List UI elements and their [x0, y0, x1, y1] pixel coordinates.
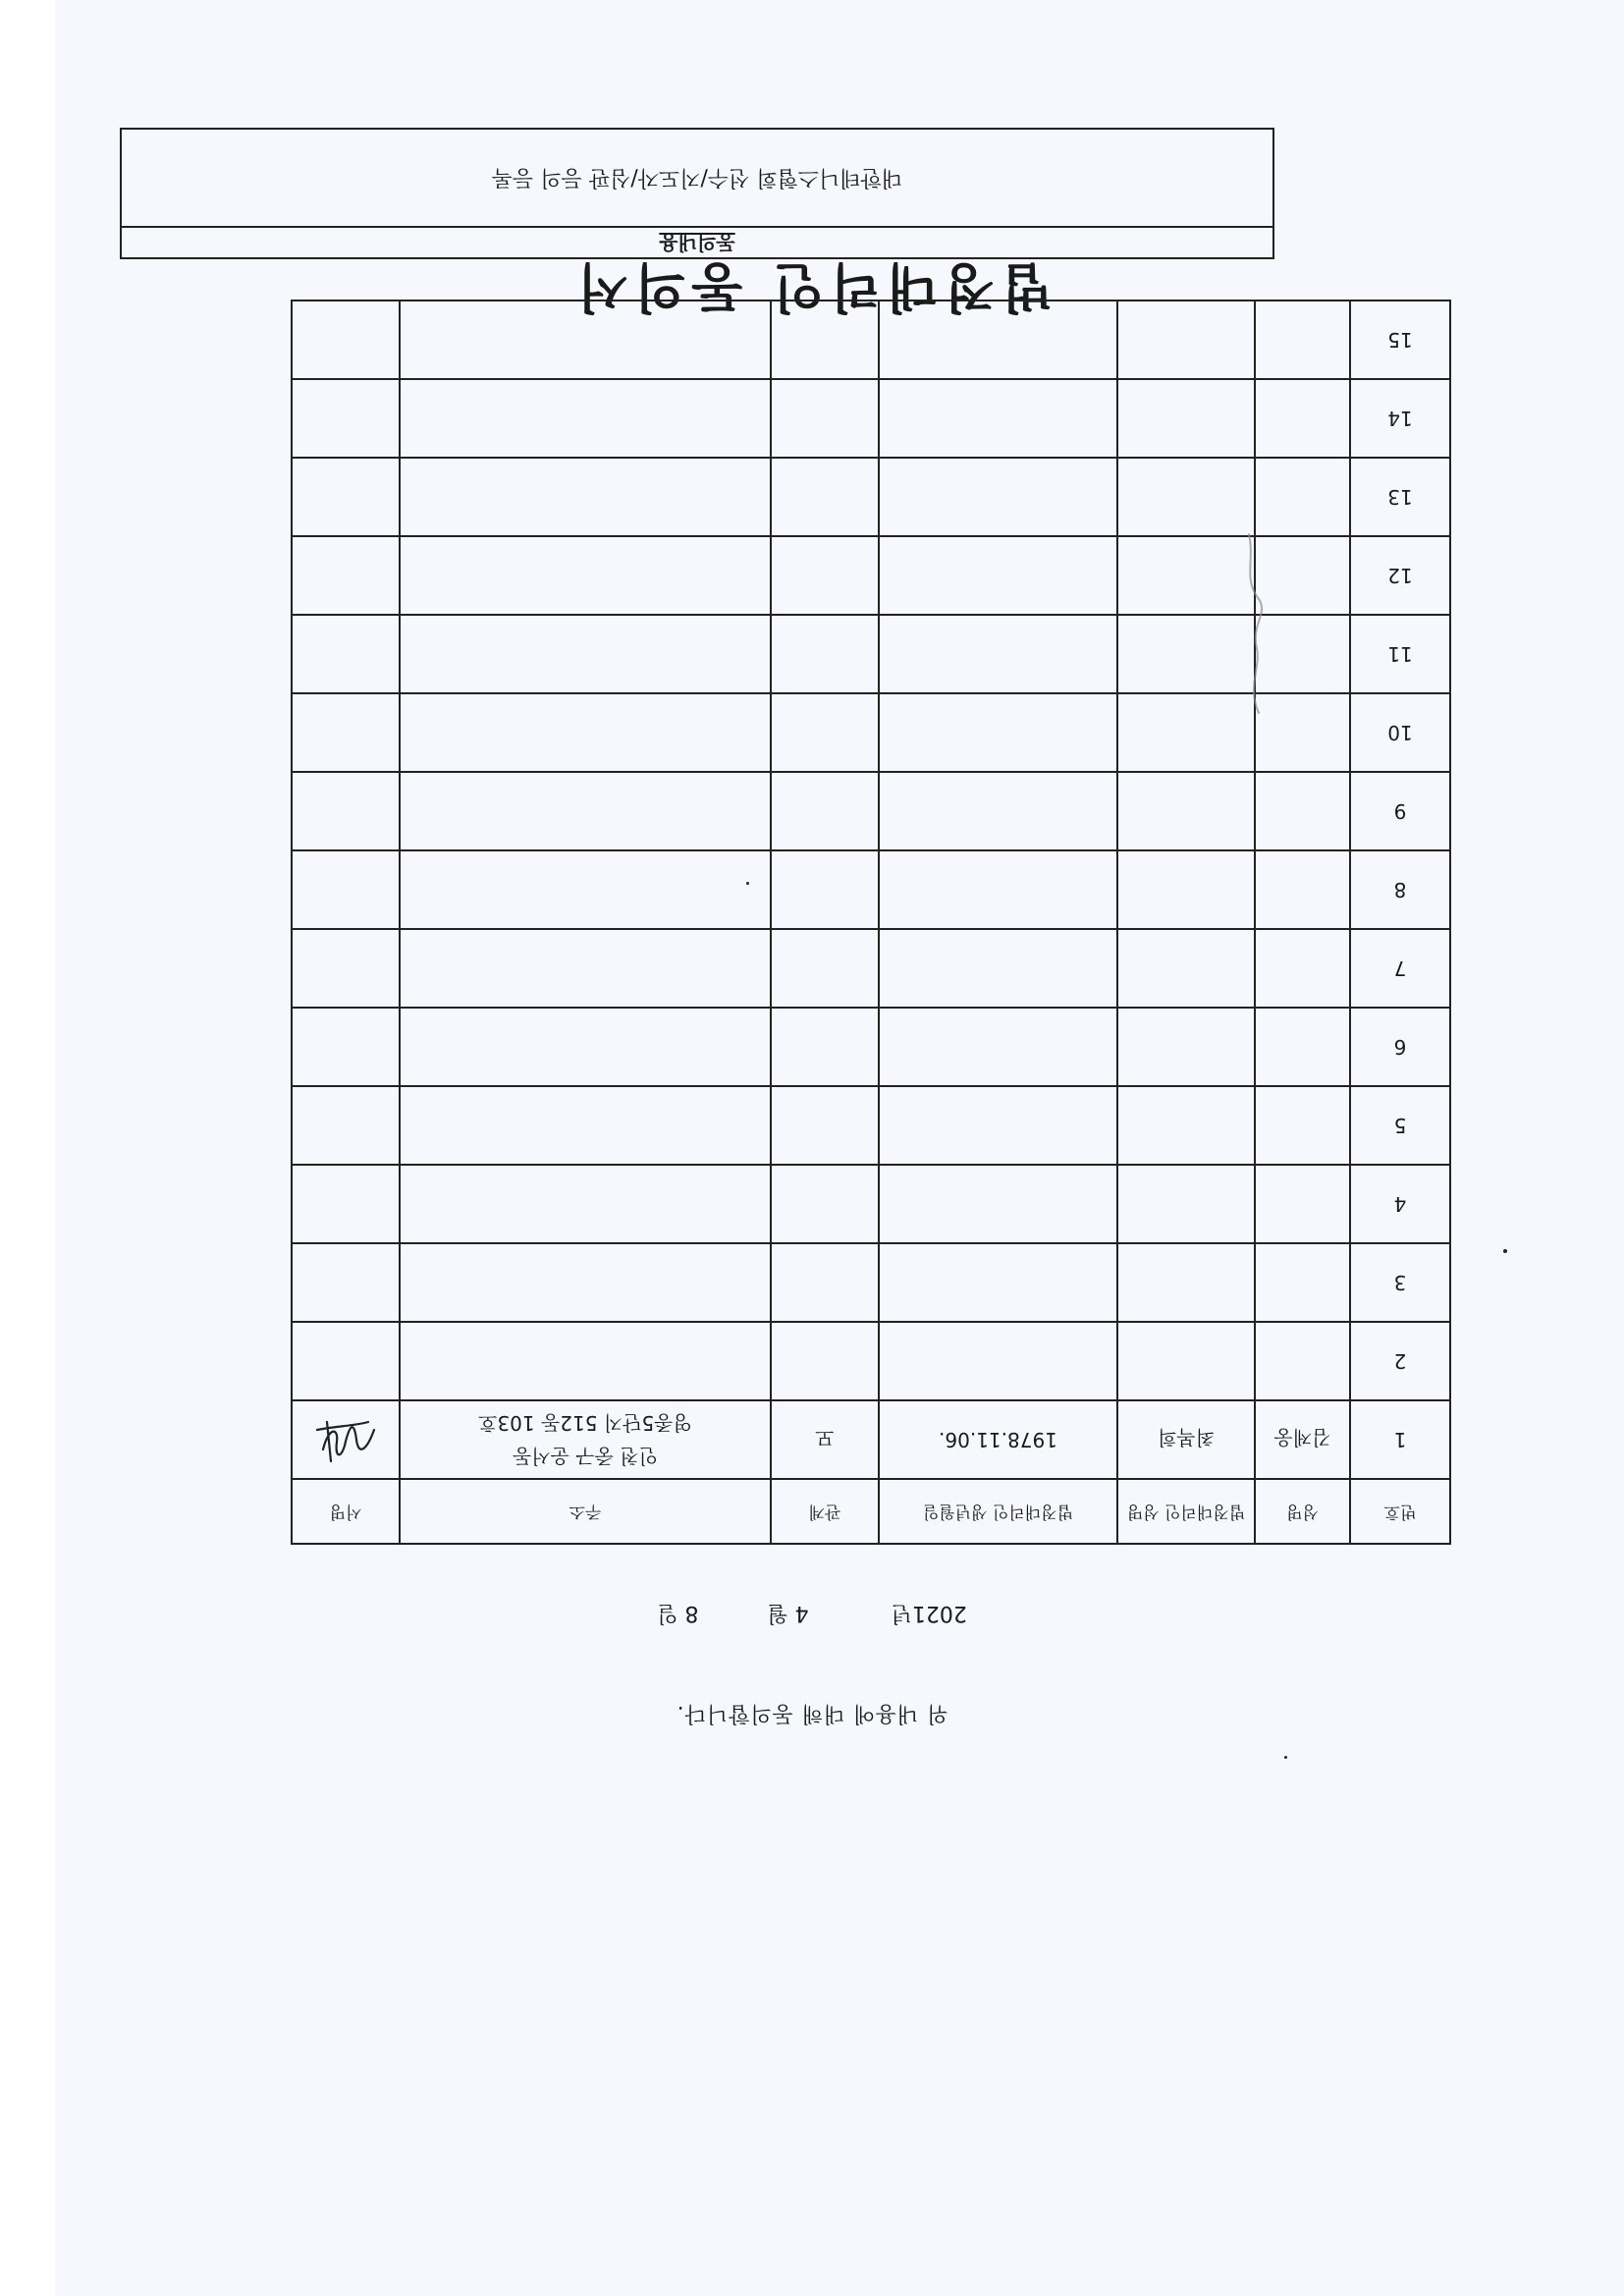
- row-relation: [771, 1086, 879, 1165]
- row-guardian-birth: [879, 536, 1117, 615]
- row-relation: [771, 536, 879, 615]
- row-name: [1255, 301, 1350, 379]
- row-relation: [771, 1322, 879, 1400]
- row-address: [400, 1165, 771, 1243]
- row-name: [1255, 458, 1350, 536]
- table-row: [292, 850, 1450, 929]
- row-signature: [292, 1400, 400, 1479]
- row-signature: [292, 379, 400, 458]
- row-address: [400, 1243, 771, 1322]
- row-signature: [292, 693, 400, 772]
- row-number: 10: [1350, 693, 1450, 772]
- table-row: [292, 615, 1450, 693]
- row-name: [1255, 1086, 1350, 1165]
- row-number: 13: [1350, 458, 1450, 536]
- row-address: [400, 1086, 771, 1165]
- row-guardian-birth: [879, 850, 1117, 929]
- row-guardian-name: [1117, 1165, 1255, 1243]
- row-relation: [771, 458, 879, 536]
- scan-speck: [1503, 1249, 1507, 1253]
- row-guardian-name: [1117, 379, 1255, 458]
- row-address-line1: 인천 중구 운서동: [513, 1445, 658, 1468]
- row-relation: [771, 772, 879, 850]
- row-guardian-name: [1117, 1008, 1255, 1086]
- row-address: [400, 1008, 771, 1086]
- row-address: [400, 536, 771, 615]
- row-relation: [771, 1008, 879, 1086]
- header-guardian-birth: 법정대리인 생년월일: [879, 1479, 1117, 1544]
- row-guardian-birth: [879, 772, 1117, 850]
- row-signature: [292, 1165, 400, 1243]
- handwritten-signature: [311, 1415, 380, 1470]
- table-row: [292, 1322, 1450, 1400]
- row-guardian-name: [1117, 1086, 1255, 1165]
- consent-content-header: 동의내용: [122, 226, 1272, 257]
- row-signature: [292, 1243, 400, 1322]
- scan-speck: [746, 882, 749, 885]
- table-row: [292, 301, 1450, 379]
- row-signature: [292, 850, 400, 929]
- date-month: 4 월: [767, 1601, 809, 1625]
- row-number: 15: [1350, 301, 1450, 379]
- row-signature: [292, 536, 400, 615]
- row-name: 김제웅: [1255, 1400, 1350, 1479]
- header-signature: 서명: [292, 1479, 400, 1544]
- table-row: [292, 458, 1450, 536]
- row-name: [1255, 379, 1350, 458]
- row-signature: [292, 929, 400, 1008]
- table-row: [292, 1400, 1450, 1479]
- guardian-table: [291, 300, 1451, 1545]
- row-name: [1255, 929, 1350, 1008]
- row-name: [1255, 1008, 1350, 1086]
- row-address: [400, 772, 771, 850]
- header-guardian-name: 법정대리인 성명: [1117, 1479, 1255, 1544]
- consent-content-text: 대한테니스협회 선수/지도자/심판 등의 등록: [491, 165, 903, 190]
- row-address: [400, 1400, 771, 1479]
- row-relation: [771, 1243, 879, 1322]
- row-address: [400, 929, 771, 1008]
- row-relation: [771, 379, 879, 458]
- row-address: [400, 458, 771, 536]
- table-row: [292, 379, 1450, 458]
- row-guardian-name: 최복희: [1117, 1400, 1255, 1479]
- scan-pen-mark: [1229, 530, 1274, 717]
- row-relation: [771, 850, 879, 929]
- table-row: [292, 1008, 1450, 1086]
- table-row: [292, 929, 1450, 1008]
- table-row: [292, 693, 1450, 772]
- row-guardian-birth: [879, 379, 1117, 458]
- row-number: 9: [1350, 772, 1450, 850]
- row-guardian-name: [1117, 850, 1255, 929]
- row-number: 8: [1350, 850, 1450, 929]
- row-guardian-name: [1117, 1322, 1255, 1400]
- table-row: [292, 1165, 1450, 1243]
- row-number: 2: [1350, 1322, 1450, 1400]
- document-title: 법정대리인 동의서: [570, 256, 1054, 318]
- scan-speck: [1284, 1756, 1287, 1759]
- row-guardian-birth: [879, 1243, 1117, 1322]
- table-row: [292, 772, 1450, 850]
- row-number: 11: [1350, 615, 1450, 693]
- row-guardian-birth: [879, 693, 1117, 772]
- row-number: 4: [1350, 1165, 1450, 1243]
- date-day: 8 일: [657, 1601, 699, 1625]
- row-address: [400, 1322, 771, 1400]
- row-signature: [292, 772, 400, 850]
- row-relation: [771, 929, 879, 1008]
- row-address: [400, 379, 771, 458]
- row-name: [1255, 1243, 1350, 1322]
- row-name: [1255, 772, 1350, 850]
- row-number: 6: [1350, 1008, 1450, 1086]
- row-guardian-birth: 1978.11.06.: [879, 1400, 1117, 1479]
- table-row: [292, 1243, 1450, 1322]
- row-relation: 모: [771, 1400, 879, 1479]
- row-number: 14: [1350, 379, 1450, 458]
- date-year: 2021년: [891, 1601, 967, 1625]
- header-no: 번호: [1350, 1479, 1450, 1544]
- row-signature: [292, 458, 400, 536]
- row-signature: [292, 1086, 400, 1165]
- row-guardian-name: [1117, 1243, 1255, 1322]
- row-signature: [292, 301, 400, 379]
- row-signature: [292, 1322, 400, 1400]
- row-guardian-birth: [879, 1008, 1117, 1086]
- row-number: 7: [1350, 929, 1450, 1008]
- row-guardian-name: [1117, 301, 1255, 379]
- row-address: [400, 693, 771, 772]
- row-name: [1255, 850, 1350, 929]
- row-number: 1: [1350, 1400, 1450, 1479]
- row-number: 3: [1350, 1243, 1450, 1322]
- row-name: [1255, 1165, 1350, 1243]
- row-guardian-name: [1117, 929, 1255, 1008]
- row-relation: [771, 301, 879, 379]
- row-relation: [771, 615, 879, 693]
- row-relation: [771, 693, 879, 772]
- row-relation: [771, 1165, 879, 1243]
- consent-content-box: [120, 128, 1274, 259]
- header-name: 성명: [1255, 1479, 1350, 1544]
- row-guardian-birth: [879, 929, 1117, 1008]
- row-signature: [292, 1008, 400, 1086]
- row-address-line2: 영종5단지 512동 103호: [478, 1411, 692, 1435]
- row-number: 5: [1350, 1086, 1450, 1165]
- row-signature: [292, 615, 400, 693]
- table-header-row: [292, 1479, 1450, 1544]
- row-guardian-birth: [879, 301, 1117, 379]
- row-guardian-name: [1117, 458, 1255, 536]
- row-address: [400, 615, 771, 693]
- row-guardian-name: [1117, 772, 1255, 850]
- row-name: [1255, 1322, 1350, 1400]
- table-row: [292, 1086, 1450, 1165]
- row-guardian-birth: [879, 1086, 1117, 1165]
- agreement-statement: 위 내용에 대해 동의합니다.: [676, 1701, 948, 1725]
- row-guardian-birth: [879, 615, 1117, 693]
- row-number: 12: [1350, 536, 1450, 615]
- header-address: 주소: [400, 1479, 771, 1544]
- document-date: [0, 1600, 1624, 1630]
- row-address: [400, 850, 771, 929]
- table-row: [292, 536, 1450, 615]
- row-address: [400, 301, 771, 379]
- row-guardian-birth: [879, 458, 1117, 536]
- header-relation: 관계: [771, 1479, 879, 1544]
- row-guardian-birth: [879, 1165, 1117, 1243]
- row-guardian-birth: [879, 1322, 1117, 1400]
